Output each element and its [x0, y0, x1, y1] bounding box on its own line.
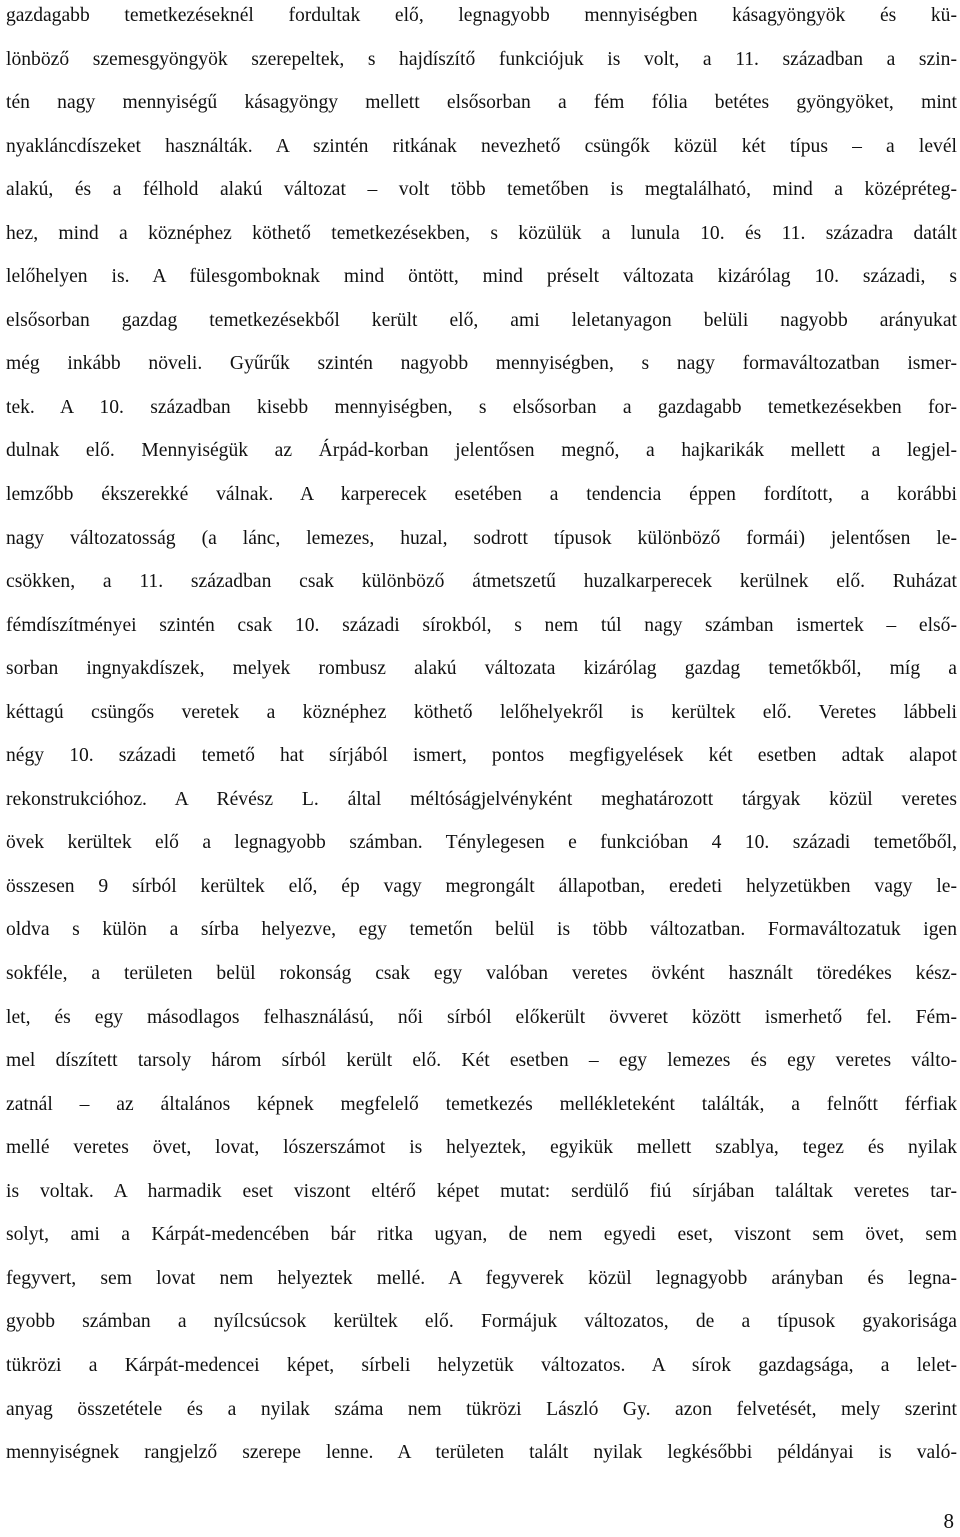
text-line: tén nagy mennyiségű kásagyöngy mellett elsősorban a fém fólia betétes gyöngyöket, mint	[6, 92, 957, 114]
text-line: dulnak elő. Mennyiségük az Árpád-korban jelentősen megnő, a hajkarikák mellett a legjel-	[6, 440, 957, 462]
text-line: mennyiségnek rangjelző szerepe lenne. A területen talált nyilak legkésőbbi példányai is való-	[6, 1442, 957, 1464]
text-line: lelőhelyen is. A fülesgomboknak mind öntött, mind préselt változata kizárólag 10. századi, s	[6, 266, 957, 288]
text-line: négy 10. századi temető hat sírjából ismert, pontos megfigyelések két esetben adtak alapot	[6, 745, 957, 767]
text-line: gyobb számban a nyílcsúcsok kerültek elő. Formájuk változatos, de a típusok gyakorisága	[6, 1311, 957, 1333]
page-number: 8	[943, 1509, 954, 1533]
text-line: tek. A 10. században kisebb mennyiségben, s elsősorban a gazdagabb temetkezésekben for-	[6, 396, 957, 418]
text-line: még inkább növeli. Gyűrűk szintén nagyobb mennyiségben, s nagy formaváltozatban ismer-	[6, 353, 957, 375]
text-line: is voltak. A harmadik eset viszont eltérő képet mutat: serdülő fiú sírjában találtak veretes tar-	[6, 1180, 957, 1202]
text-line: let, és egy másodlagos felhasználású, női sírból előkerült övveret között ismerhető fel. Fém-	[6, 1006, 957, 1028]
text-line: solyt, ami a Kárpát-medencében bár ritka ugyan, de nem egyedi eset, viszont sem övet, sem	[6, 1224, 957, 1246]
text-line: lemzőbb ékszerekké válnak. A karperecek esetében a tendencia éppen fordított, a korábbi	[6, 484, 957, 506]
text-line: csökken, a 11. században csak különböző átmetszetű huzalkarperecek kerülnek elő. Ruházat	[6, 571, 957, 593]
text-line: fémdíszítményei szintén csak 10. századi sírokból, s nem túl nagy számban ismertek – első-	[6, 614, 957, 636]
body-paragraph	[6, 0, 957, 1475]
text-line: sokféle, a területen belül rokonság csak egy valóban veretes övként használt töredékes kész-	[6, 963, 957, 985]
text-line: sorban ingnyakdíszek, melyek rombusz alakú változata kizárólag gazdag temetőkből, míg a	[6, 658, 957, 680]
text-line: rekonstrukcióhoz. A Révész L. által méltóságjelvényként meghatározott tárgyak közül veretes	[6, 788, 957, 810]
text-line: hez, mind a köznéphez köthető temetkezésekben, s közülük a lunula 10. és 11. századra datált	[6, 222, 957, 244]
text-line: anyag összetétele és a nyilak száma nem tükrözi László Gy. azon felvetését, mely szerint	[6, 1398, 957, 1420]
text-line: tükrözi a Kárpát-medencei képet, sírbeli helyzetük változatos. A sírok gazdagsága, a lelet-	[6, 1354, 957, 1376]
text-line: mellé veretes övet, lovat, lószerszámot is helyeztek, egyikük mellett szablya, tegez és nyilak	[6, 1137, 957, 1159]
text-line: kéttagú csüngős veretek a köznéphez köthető lelőhelyekről is kerültek elő. Veretes lábbeli	[6, 701, 957, 723]
text-line: fegyvert, sem lovat nem helyeztek mellé. A fegyverek közül legnagyobb arányban és legna-	[6, 1267, 957, 1289]
text-line: lönböző szemesgyöngyök szerepeltek, s hajdíszítő funkciójuk is volt, a 11. században a szin-	[6, 48, 957, 70]
text-line: mel díszített tarsoly három sírból került elő. Két esetben – egy lemezes és egy veretes válto-	[6, 1050, 957, 1072]
text-line: alakú, és a félhold alakú változat – volt több temetőben is megtalálható, mind a középréteg-	[6, 179, 957, 201]
text-line: nyakláncdíszeket használták. A szintén ritkának nevezhető csüngők közül két típus – a levél	[6, 135, 957, 157]
text-line: összesen 9 sírból kerültek elő, ép vagy megrongált állapotban, eredeti helyzetükben vagy le-	[6, 875, 957, 897]
text-line: elsősorban gazdag temetkezésekből került elő, ami leletanyagon belüli nagyobb arányukat	[6, 309, 957, 331]
text-line: oldva s külön a sírba helyezve, egy temetőn belül is több változatban. Formaváltozatuk igen	[6, 919, 957, 941]
text-line: nagy változatosság (a lánc, lemezes, huzal, sodrott típusok különböző formái) jelentősen le-	[6, 527, 957, 549]
text-line: övek kerültek elő a legnagyobb számban. Ténylegesen e funkcióban 4 10. századi temetőből,	[6, 832, 957, 854]
text-line: gazdagabb temetkezéseknél fordultak elő, legnagyobb mennyiségben kásagyöngyök és kü-	[6, 5, 957, 26]
text-line: zatnál – az általános képnek megfelelő temetkezés mellékleteként találták, a felnőtt férfiak	[6, 1093, 957, 1115]
